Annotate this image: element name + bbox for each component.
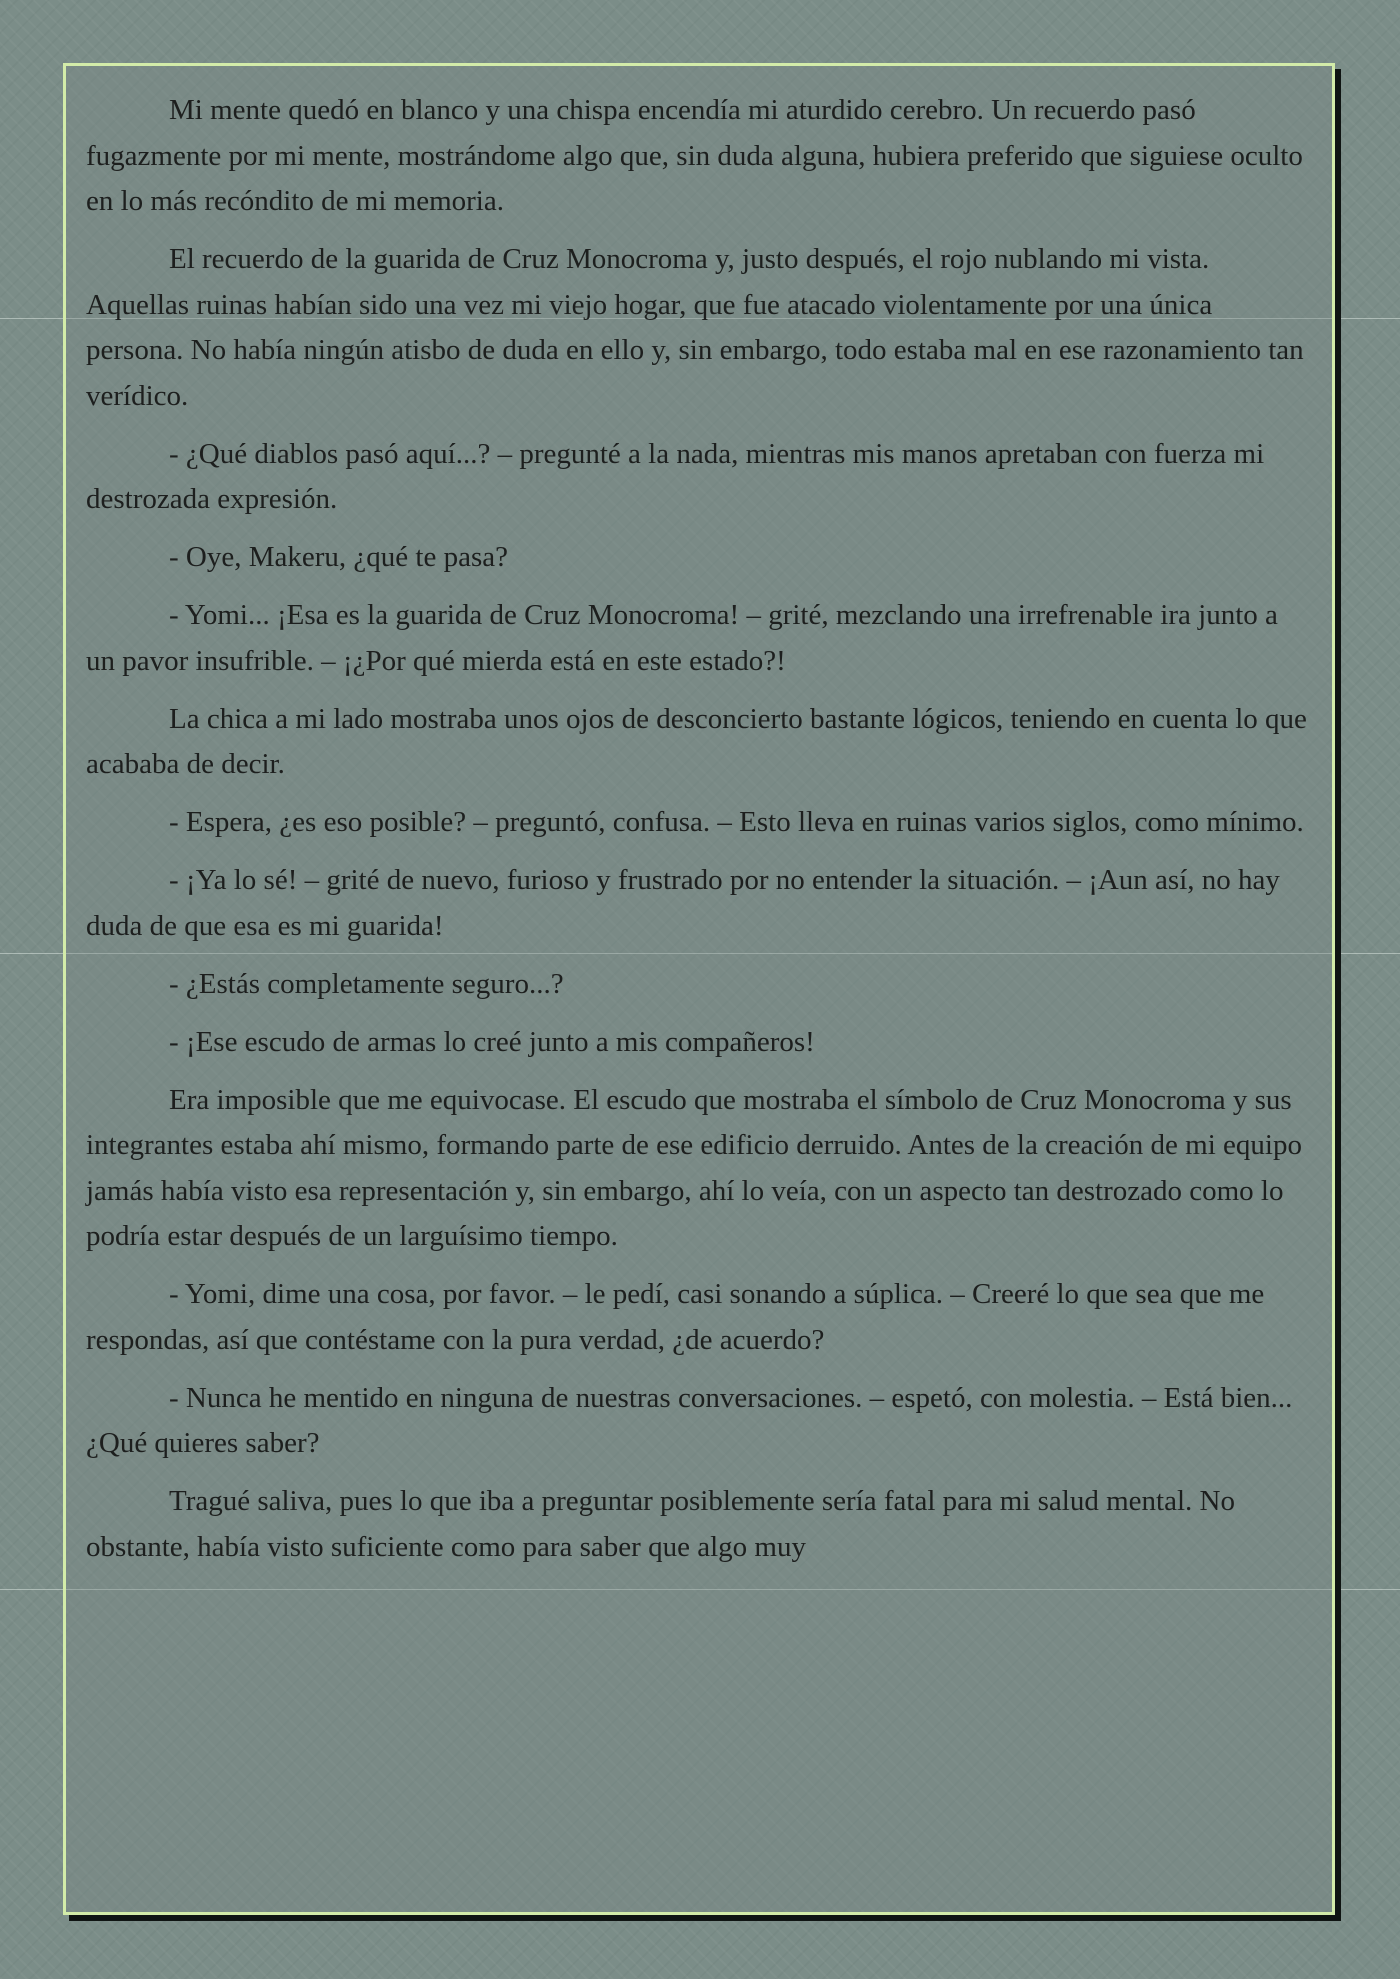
paragraph: - ¡Ya lo sé! – grité de nuevo, furioso y frustrado por no entender la situación. – ¡Aun así, no hay duda de que esa es mi guarida!	[86, 864, 1280, 942]
paragraph: - Nunca he mentido en ninguna de nuestras conversaciones. – espetó, con molestia. – Está bien... ¿Qué quieres saber?	[86, 1381, 1293, 1459]
paragraph: El recuerdo de la guarida de Cruz Monocroma y, justo después, el rojo nublando mi vista. Aquellas ruinas habían sido una vez mi viejo hogar, que fue atacado violentamente por una única persona. No había ningún atisbo de duda en ello y, sin embargo, todo estaba mal en ese razonamiento tan verídico.	[86, 243, 1304, 412]
page-frame	[63, 63, 1335, 1915]
paragraph: - Oye, Makeru, ¿qué te pasa?	[169, 541, 508, 573]
paragraph: - ¡Ese escudo de armas lo creé junto a mis compañeros!	[169, 1025, 815, 1058]
paragraph: - Espera, ¿es eso posible? – preguntó, confusa. – Esto lleva en ruinas varios siglos, como mínimo.	[169, 806, 1304, 838]
paragraph: Era imposible que me equivocase. El escudo que mostraba el símbolo de Cruz Monocroma y sus integrantes estaba ahí mismo, formando parte de ese edificio derruido. Antes de la creación de mi equipo jamás había visto esa representación y, sin embargo, ahí lo veía, con un aspecto tan destrozado como lo podría estar después de un larguísimo tiempo.	[86, 1083, 1302, 1252]
paragraph: - Yomi, dime una cosa, por favor. – le pedí, casi sonando a súplica. – Creeré lo que sea que me respondas, así que contéstame con la pura verdad, ¿de acuerdo?	[86, 1278, 1265, 1356]
paragraph: - Yomi... ¡Esa es la guarida de Cruz Monocroma! – grité, mezclando una irrefrenable ira junto a un pavor insufrible. – ¡¿Por qué mierda está en este estado?!	[86, 599, 1278, 677]
paragraph: Mi mente quedó en blanco y una chispa encendía mi aturdido cerebro. Un recuerdo pasó fugazmente por mi mente, mostrándome algo que, sin duda alguna, hubiera preferido que siguiese oculto en lo más recóndito de mi memoria.	[86, 94, 1303, 217]
paragraph: Tragué saliva, pues lo que iba a preguntar posiblemente sería fatal para mi salud mental. No obstante, había visto suficiente como para saber que algo muy	[86, 1485, 1235, 1563]
paragraph: La chica a mi lado mostraba unos ojos de desconcierto bastante lógicos, teniendo en cuenta lo que acababa de decir.	[86, 702, 1307, 780]
page-text	[86, 88, 1314, 1583]
paragraph: - ¿Estás completamente seguro...?	[169, 967, 564, 1000]
paragraph: - ¿Qué diablos pasó aquí...? – pregunté a la nada, mientras mis manos apretaban con fuerza mi destrozada expresión.	[86, 437, 1265, 515]
